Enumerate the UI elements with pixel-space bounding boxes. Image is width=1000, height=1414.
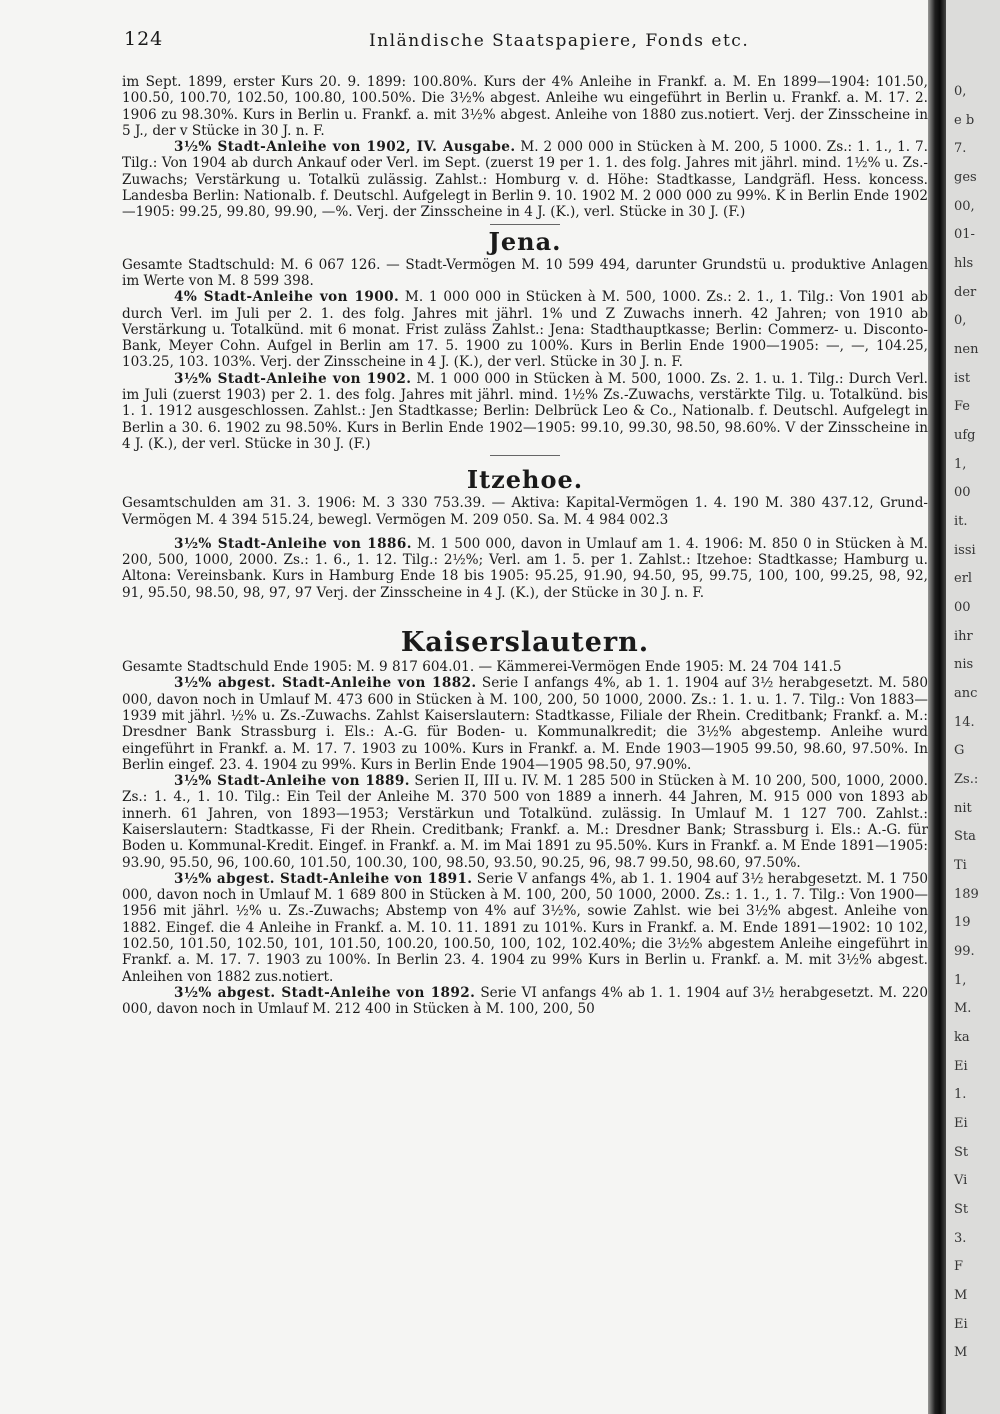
section-divider	[490, 224, 560, 225]
loan-text: Serie V anfangs 4%, ab 1. 1. 1904 auf 3½ herabgesetzt. M. 1 750 000, davon noch in Umlauf M. 1 689 800 in Stücken à M. 100, 200, 50 1000, 2000. Zs.: 1. 1., 1. 7. Tilg.: Von 1900—1956 mit jährl. ½% u. Zs.-Zuwachs; Abstemp von 4% auf 3½%, sowie Zahlst. wie bei 3½% abgest. Anleihe von 1882. Eingef. die 4 Anleihe in Frankf. a. M. 10. 11. 1891 zu 101%. Kurs in Frankf. a. M. Ende 1891—1902: 10 102, 102.50, 101.50, 102.50, 101, 101.50, 100.20, 100.50, 100, 102, 102.40%; die 3½% abgestem Anleihe eingeführt in Frankf. a. M. 17. 7. 1903 zu 100%. In Berlin 23. 4. 1904 zu 99% Kurs in Berlin u. Frankf. a. M. mit 3½% abgest. Anleihen von 1882 zus.notiert.	[122, 870, 928, 985]
adjacent-page-fragment: Sta	[954, 829, 976, 844]
adjacent-page-fragment: ihr	[954, 629, 973, 644]
loan-entry	[122, 985, 928, 1018]
adjacent-page-fragment: der	[954, 285, 977, 300]
intro-continuation-paragraph: im Sept. 1899, erster Kurs 20. 9. 1899: 100.80%. Kurs der 4% Anleihe in Frankf. a. M. En 1899—1904: 101.50, 100.50, 100.70, 102.50, 100.80, 100.50%. Die 3½% abgest. Anleihe wu eingeführt in Berlin u. Frankf. a. M. 17. 2. 1906 zu 98.30%. Kurs in Berlin u. Frankf. a. mit 3½% abgest. Anleihe von 1880 zus.notiert. Verj. der Zinsscheine in 5 J., der v Stücke in 30 J. n. F.	[122, 74, 928, 139]
adjacent-page-fragment: anc	[954, 686, 978, 701]
adjacent-page-fragment: Ti	[954, 858, 967, 873]
adjacent-page-fragment: Fe	[954, 399, 971, 414]
adjacent-page-fragment: ka	[954, 1030, 970, 1045]
adjacent-page-fragment: it.	[954, 514, 968, 529]
adjacent-page-fragment: 1.	[954, 1087, 967, 1102]
section-divider	[490, 455, 560, 456]
city-summary-kaiserslautern: Gesamte Stadtschuld Ende 1905: M. 9 817 604.01. — Kämmerei-Vermögen Ende 1905: M. 24 704 141.5	[122, 659, 842, 676]
adjacent-page-fragment: M	[954, 1345, 968, 1360]
loan-text: M. 1 500 000, davon in Umlauf am 1. 4. 1906: M. 850 0 in Stücken à M. 200, 500, 1000, 2000. Zs.: 1. 6., 1. 12. Tilg.: 2½%; Verl. am 1. 5. per 1. Zahlst.: Itzehoe: Stadtkasse; Hamburg u. Altona: Vereinsbank. Kurs in Hamburg Ende 18 bis 1905: 95.25, 91.90, 94.50, 95, 99.75, 100, 100, 99.25, 98, 92, 91, 95.50, 98.50, 98, 97, 97 Verj. der Zinsscheine in 4 J. (K.), der Stücke in 30 J. n. F.	[122, 535, 928, 601]
adjacent-page-fragment: Vi	[954, 1173, 968, 1188]
adjacent-page-edge	[946, 0, 1000, 1414]
adjacent-page-fragment: 00,	[954, 199, 975, 214]
loan-text: M. 2 000 000 in Stücken à M. 200, 5 1000. Zs.: 1. 1., 1. 7. Tilg.: Von 1904 ab durch Ankauf oder Verl. im Sept. (zuerst 19 per 1. 1. des folg. Jahres mit jährl. mind. 1½% u. Zs.-Zuwachs; Verstärkung u. Totalkü zulässig. Zahlst.: Homburg v. d. Höhe: Stadtkasse, Landgräfl. Hess. koncess. Landesba Berlin: Nationalb. f. Deutschl. Aufgelegt in Berlin 9. 10. 1902 M. 2 000 000 zu 99%. K in Berlin Ende 1902—1905: 99.25, 99.80, 99.90, —%. Verj. der Zinsscheine in 4 J. (K.), verl. Stücke in 30 J. (F.)	[122, 139, 929, 221]
city-heading-kaiserslautern: Kaiserslautern.	[400, 627, 650, 659]
loan-entry	[122, 536, 928, 601]
adjacent-page-fragment: issi	[954, 543, 976, 558]
loan-entry	[122, 139, 928, 220]
loan-entry	[122, 871, 928, 985]
adjacent-page-fragment: 01-	[954, 227, 975, 242]
adjacent-page-fragment: erl	[954, 571, 973, 586]
adjacent-page-fragment: 1,	[954, 457, 967, 472]
loan-heading: 4% Stadt-Anleihe von 1900.	[174, 289, 400, 306]
adjacent-page-fragment: M	[954, 1288, 968, 1303]
loan-text: Serie VI anfangs 4% ab 1. 1. 1904 auf 3½ herabgesetzt. M. 220 000, davon noch in Umlauf M. 212 400 in Stücken à M. 100, 200, 50	[122, 984, 928, 1018]
loan-entry	[122, 371, 928, 452]
adjacent-page-fragment: ist	[954, 371, 971, 386]
loan-heading: 3½% Stadt-Anleihe von 1902.	[174, 370, 412, 387]
city-heading-itzehoe: Itzehoe.	[466, 465, 584, 495]
adjacent-page-fragment: 00	[954, 485, 971, 500]
adjacent-page-fragment: hls	[954, 256, 974, 271]
adjacent-page-fragment: Ei	[954, 1116, 968, 1131]
adjacent-page-fragment: Ei	[954, 1317, 968, 1332]
adjacent-page-fragment: 14.	[954, 715, 975, 730]
adjacent-page-fragment: 00	[954, 600, 971, 615]
loan-text: M. 1 000 000 in Stücken à M. 500, 1000. Zs. 2. 1. u. 1. Tilg.: Durch Verl. im Juli (zuerst 1903) per 2. 1. des folg. Jahres mit jährl. mind. 1½% Zs.-Zuwachs, verstärkte Tilg. u. Totalkünd. bis 1. 1. 1912 ausgeschlossen. Zahlst.: Jen Stadtkasse; Berlin: Delbrück Leo & Co., Nationalb. f. Deutschl. Aufgelegt in Berlin a 30. 6. 1902 zu 98.50%. Kurs in Berlin Ende 1902—1905: 99.10, 99.30, 98.50, 98.60%. V der Zinsscheine in 4 J. (K.), der verl. Stücke in 30 J. (F.)	[122, 370, 928, 452]
loan-heading: 3½% abgest. Stadt-Anleihe von 1891.	[174, 870, 473, 887]
adjacent-page-fragment: ufg	[954, 428, 976, 443]
adjacent-page-fragment: Zs.:	[954, 772, 979, 787]
loan-heading: 3½% Stadt-Anleihe von 1889.	[174, 773, 410, 790]
loan-heading: 3½% Stadt-Anleihe von 1902, IV. Ausgabe.	[174, 139, 516, 156]
city-summary-jena: Gesamte Stadtschuld: M. 6 067 126. — Stadt-Vermögen M. 10 599 494, darunter Grundstü u. produktive Anlagen im Werte von M. 8 599 398.	[122, 256, 928, 289]
adjacent-page-fragment: e b	[954, 113, 975, 128]
loan-entry	[122, 675, 928, 773]
page-number: 124	[124, 28, 164, 50]
adjacent-page-fragment: ges	[954, 170, 977, 185]
loan-text: M. 1 000 000 in Stücken à M. 500, 1000. Zs.: 2. 1., 1. Tilg.: Von 1901 ab durch Verl. im Juli per 2. 1. des folg. Jahres mit jährl. 1% und Z Zuwachs innerh. 42 Jahren; von 1910 ab Verstärkung u. Totalkünd. mit 6 monat. Frist zuläss Zahlst.: Jena: Stadthauptkasse; Berlin: Commerz- u. Disconto-Bank, Meyer Cohn. Aufgel in Berlin am 17. 5. 1900 zu 100%. Kurs in Berlin Ende 1900—1905: —, —, 104.25, 103.25, 103. 103%. Verj. der Zinsscheine in 4 J. (K.), der verl. Stücke in 30 J. n. F.	[122, 289, 928, 371]
adjacent-page-fragment: 3.	[954, 1231, 967, 1246]
adjacent-page-fragment: G	[954, 743, 965, 758]
page-header	[124, 28, 924, 58]
adjacent-page-fragment: 99.	[954, 944, 975, 959]
loan-text: Serie I anfangs 4%, ab 1. 1. 1904 auf 3½ herabgesetzt. M. 580 000, davon noch in Umlauf M. 473 600 in Stücken à M. 100, 200, 50 1000, 2000. Zs.: 1. 1. u. 1. 7. Tilg.: Von 1883—1939 mit jährl. ½% u. Zs.-Zuwachs. Zahlst Kaiserslautern: Stadtkasse, Filiale der Rhein. Creditbank; Frankf. a. M.: Dresdner Bank Strassburg i. Els.: A.-G. für Boden- u. Kommunalkredit; die 3½% abgestemp. Anleihe wurd eingeführt in Frankf. a. M. 17. 7. 1903 zu 100%. Kurs in Frankf. a. M. Ende 1903—1905 99.50, 98.60, 97.50%. In Berlin eingef. 23. 4. 1904 zu 99%. Kurs in Berlin Ende 1904—1905 98.50, 97.90%.	[122, 675, 928, 773]
loan-heading: 3½% Stadt-Anleihe von 1886.	[174, 535, 412, 552]
adjacent-page-fragment: 1,	[954, 973, 967, 988]
adjacent-page-fragment: F	[954, 1259, 964, 1274]
city-heading-jena: Jena.	[488, 226, 562, 256]
adjacent-page-fragment: St	[954, 1202, 969, 1217]
city-summary-itzehoe: Gesamtschulden am 31. 3. 1906: M. 3 330 753.39. — Aktiva: Kapital-Vermögen 1. 4. 190 M. 380 437.12, Grund-Vermögen M. 4 394 515.24, bewegl. Vermögen M. 209 050. Sa. M. 4 984 002.3	[122, 495, 928, 528]
adjacent-page-fragment: 7.	[954, 141, 967, 156]
adjacent-page-fragment: 189	[954, 887, 979, 902]
main-text-column	[122, 74, 928, 1018]
adjacent-page-fragment: St	[954, 1145, 969, 1160]
loan-heading: 3½% abgest. Stadt-Anleihe von 1892.	[174, 984, 476, 1001]
book-binding-gutter	[928, 0, 948, 1414]
adjacent-page-fragment: 0,	[954, 84, 967, 99]
adjacent-page-fragment: nis	[954, 657, 974, 672]
adjacent-page-fragment: nit	[954, 801, 972, 816]
adjacent-page-fragment: 19	[954, 915, 971, 930]
loan-heading: 3½% abgest. Stadt-Anleihe von 1882.	[174, 675, 477, 692]
loan-entry	[122, 773, 928, 871]
loan-entry	[122, 289, 928, 370]
adjacent-page-fragment: M.	[954, 1001, 972, 1016]
adjacent-page-fragment: Ei	[954, 1059, 968, 1074]
adjacent-page-fragment: nen	[954, 342, 979, 357]
adjacent-page-fragment: 0,	[954, 313, 967, 328]
loan-text: Serien II, III u. IV. M. 1 285 500 in Stücken à M. 10 200, 500, 1000, 2000. Zs.: 1. 4., 1. 10. Tilg.: Ein Teil der Anleihe M. 370 500 von 1889 a innerh. 44 Jahren, M. 915 000 von 1893 ab innerh. 61 Jahren, von 1893—1953; Verstärkun und Totalkünd. zulässig. In Umlauf M. 1 127 700. Zahlst.: Kaiserslautern: Stadtkasse, Fi der Rhein. Creditbank; Frankf. a. M.: Dresdner Bank; Strassburg i. Els.: A.-G. für Boden u. Kommunal-Kredit. Eingef. in Frankf. a. M. im Mai 1891 zu 95.50%. Kurs in Frankf. a. M Ende 1891—1905: 93.90, 95.50, 96, 100.60, 101.50, 100.30, 100, 98.50, 93.50, 90.25, 96, 98.7 99.50, 98.60, 97.50%.	[122, 773, 928, 871]
running-title: Inländische Staatspapiere, Fonds etc.	[369, 31, 750, 51]
